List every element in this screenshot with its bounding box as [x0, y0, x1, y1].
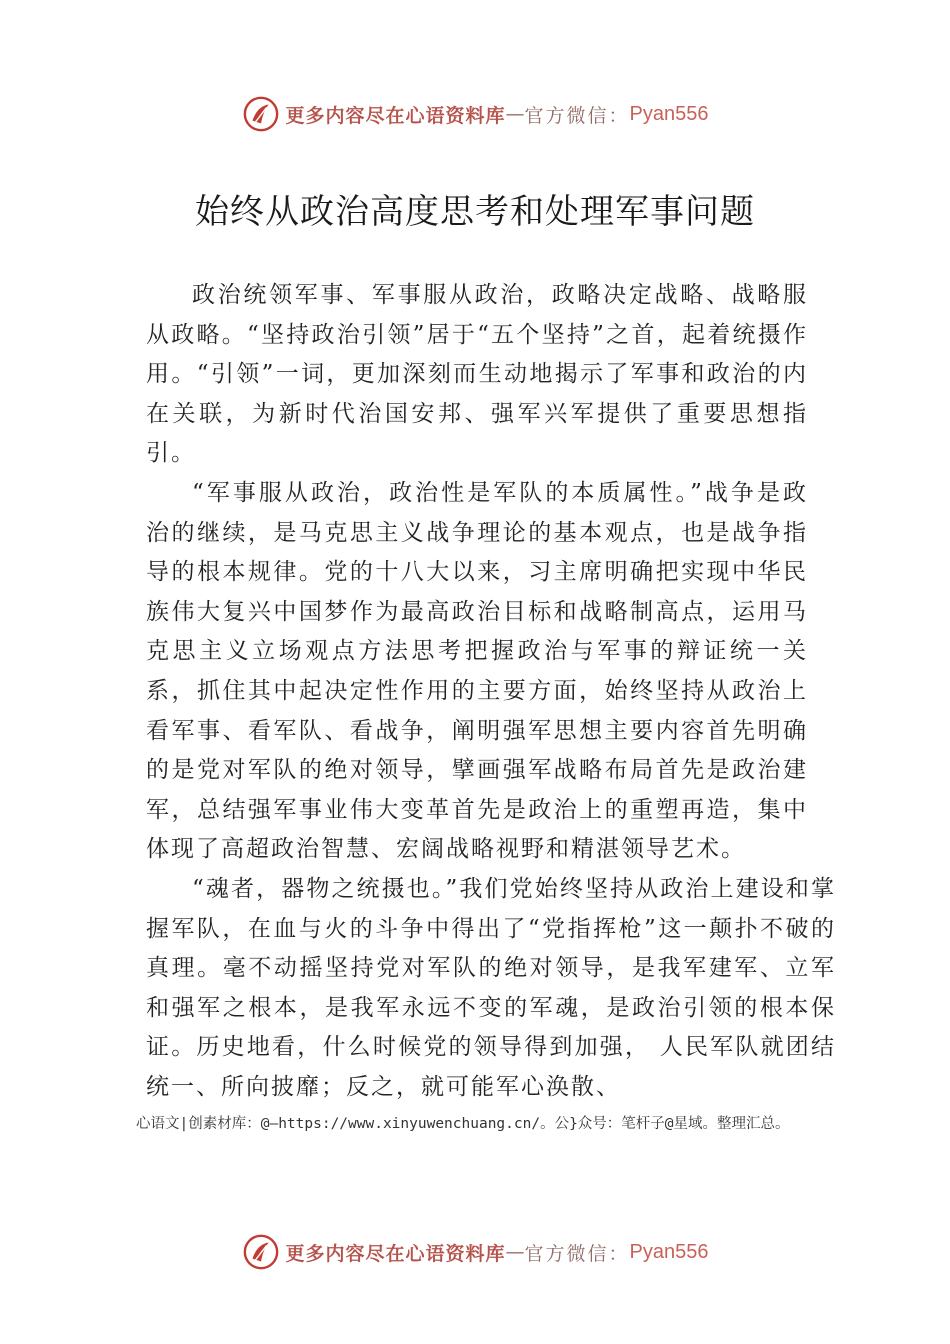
wechat-id: Pyan556 — [629, 1240, 709, 1263]
footer-banner — [0, 1232, 950, 1272]
promo-text: 更多内容尽在心语资料库 — [285, 1242, 506, 1265]
wechat-id: Pyan556 — [629, 102, 709, 125]
paragraph-3: “魂者，器物之统摄也。”我们党始终坚持从政治上建设和掌握军队，在血与火的斗争中得出了“党指挥枪”这一颠扑不破的真理。毫不动摇坚持党对军队的绝对领导，是我军建军、立军和强军之根本，是我军永远不变的军魂，是政治引领的根本保证。历史地看，什么时候党的领导得到加强， 人民军队就团结统一、所向披靡；反之，就可能军心涣散、 — [146, 875, 836, 1100]
article-body — [146, 276, 836, 1107]
header-banner — [0, 94, 950, 134]
source-footnote: 心语文|创素材库：@—https://www.xinyuwenchuang.cn/。公}众号：笔杆子@星域。整理汇总。 — [136, 1116, 790, 1132]
wechat-label: 官方微信： — [524, 1242, 630, 1265]
page-title: 始终从政治高度思考和处理军事问题 — [195, 192, 755, 232]
paragraph-2: “军事服从政治，政治性是军队的本质属性。”战争是政治的继续，是马克思主义战争理论的基本观点，也是战争指导的根本规律。党的十八大以来，习主席明确把实现中华民族伟大复兴中国梦作为最高政治目标和战略制高点，运用马克思主义立场观点方法思考把握政治与军事的辩证统一关系，抓住其中起决定性作用的主要方面，始终坚持从政治上看军事、看军队、看战争，阐明强军思想主要内容首先明确的是党对军队的绝对领导，擘画强军战略布局首先是政治建军，总结强军事业伟大变革首先是政治上的重塑再造，集中体现了高超政治智慧、宏阔战略视野和精湛领导艺术。 — [146, 479, 808, 863]
wechat-label: 官方微信： — [524, 104, 630, 127]
paragraph-1: 政治统领军事、军事服从政治，政略决定战略、战略服从政略。“坚持政治引领”居于“五个坚持”之首，起着统摄作用。“引领”一词，更加深刻而生动地揭示了军事和政治的内在关联，为新时代治国安邦、强军兴军提供了重要思想指引。 — [146, 282, 808, 467]
banner-dash: — — [505, 103, 525, 125]
banner-dash: — — [505, 1241, 525, 1263]
brand-logo-icon — [242, 1233, 280, 1271]
brand-logo-icon — [242, 95, 280, 133]
promo-text: 更多内容尽在心语资料库 — [285, 104, 506, 127]
